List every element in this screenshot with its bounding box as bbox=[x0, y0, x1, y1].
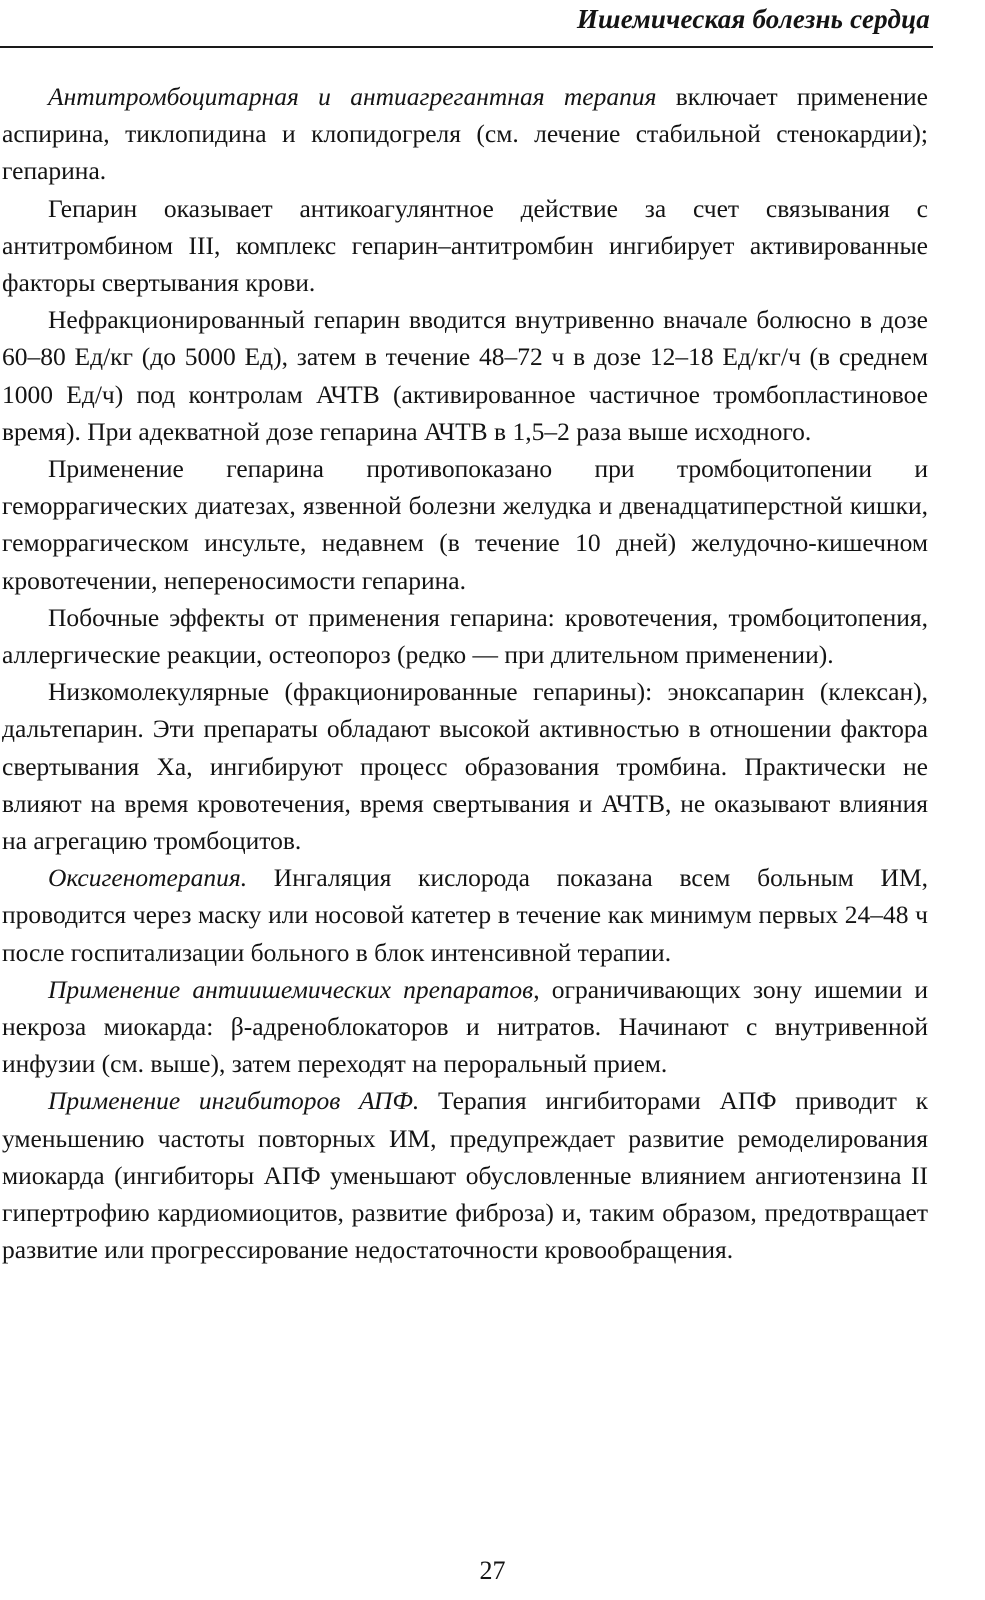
paragraph-text: Применение гепарина противопоказано при тромбоцитопении и геморрагических диатезах, язвенной болезни желудка и двенадцатиперстной кишки, геморрагическом инсульте, недавнем (в течение 10 дней) желудочно-кишечном кровотечении, непереносимости гепарина. bbox=[2, 454, 928, 595]
paragraph-heparin-contraindications bbox=[2, 450, 928, 599]
running-head-title: Ишемическая болезнь сердца bbox=[576, 4, 930, 34]
paragraph-oxygen-therapy bbox=[2, 859, 928, 971]
paragraph-text: Низкомолекулярные (фракционированные гепарины): эноксапарин (клексан), дальтепарин. Эти препараты обладают высокой активностью в отношении фактора свертывания Ха, ингибируют процесс образования тромбина. Практически не влияют на время кровотечения, время свертывания и АЧТВ, не оказывают влияния на агрегацию тромбоцитов. bbox=[2, 677, 928, 856]
paragraph-text: Нефракционированный гепарин вводится внутривенно вначале болюсно в дозе 60–80 Ед/кг (до 5000 Ед), затем в течение 48–72 ч в дозе 12–18 Ед/кг/ч (в среднем 1000 Ед/ч) под контролам АЧТВ (активированное частичное тромбопластиновое время). При адекватной дозе гепарина АЧТВ в 1,5–2 раза выше исходного. bbox=[2, 305, 928, 446]
paragraph-heparin-side-effects bbox=[2, 599, 928, 673]
paragraph-text: Терапия ингибиторами АПФ приводит к уменьшению частоты повторных ИМ, предупреждает развитие ремоделирования миокарда (ингибиторы АПФ уменьшают обусловленные влиянием ангиотензина II гипертрофию кардиомиоцитов, развитие фиброза) и, таким образом, предотвращает развитие или прогрессирование недостаточности кровообращения. bbox=[2, 1086, 928, 1265]
paragraph-anti-ischemic-drugs bbox=[2, 971, 928, 1083]
paragraph-text: Ингаляция кислорода показана всем больным ИМ, проводится через маску или носовой катетер в течение как минимум первых 24–48 ч после госпитализации больного в блок интенсивной терапии. bbox=[2, 863, 928, 967]
paragraph-text: Гепарин оказывает антикоагулянтное действие за счет связывания с антитромбином III, комплекс гепарин–антитромбин ингибирует активированные факторы свертывания крови. bbox=[2, 193, 928, 298]
paragraph-lead-term: Оксигенотерапия. bbox=[48, 863, 248, 893]
body-text bbox=[2, 78, 928, 1269]
paragraph-heparin-action bbox=[2, 190, 928, 302]
paragraph-lead-term: Применение ингибиторов АПФ. bbox=[48, 1086, 420, 1116]
paragraph-antiplatelet-therapy bbox=[2, 78, 928, 190]
paragraph-lead-term: Антитромбоцитарная и антиагрегантная терапия bbox=[48, 82, 657, 111]
paragraph-lead-term: Применение антиишемических препаратов bbox=[48, 974, 534, 1004]
page-number: 27 bbox=[479, 1556, 506, 1585]
paragraph-low-molecular-heparins bbox=[2, 673, 928, 859]
paragraph-ace-inhibitors bbox=[2, 1082, 928, 1268]
paragraph-text: , ограничивающих зону ишемии и некроза миокарда: β-адреноблокаторов и нитратов. Начинают с внутривенной инфузии (см. выше), затем переходят на пероральный прием. bbox=[2, 974, 928, 1079]
paragraph-text: включает применение аспирина, тиклопидина и клопидогреля (см. лечение стабильной стенокардии); гепарина. bbox=[2, 82, 928, 186]
paragraph-text: Побочные эффекты от применения гепарина: кровотечения, тромбоцитопения, аллергические реакции, остеопороз (редко — при длительном применении). bbox=[2, 602, 928, 670]
header-divider bbox=[0, 46, 933, 48]
paragraph-unfractionated-heparin bbox=[2, 301, 928, 450]
